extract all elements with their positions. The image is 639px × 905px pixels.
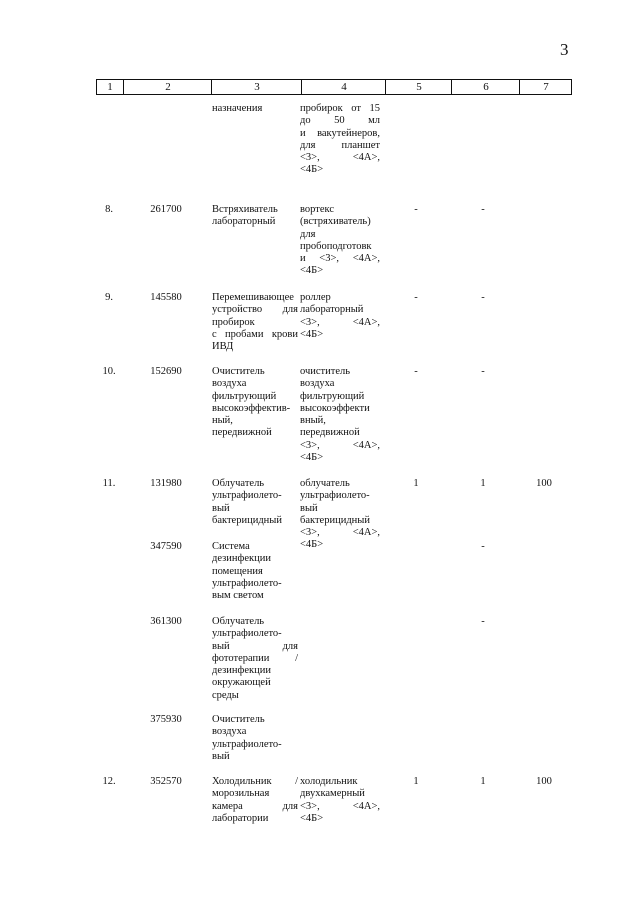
- table-header: [96, 79, 572, 95]
- cell-line: с пробами крови: [212, 328, 298, 340]
- page-number: 3: [560, 40, 569, 59]
- row-11c-code: 361300: [150, 616, 182, 627]
- row-12-col6: 1: [480, 776, 486, 787]
- cell-line: вный,: [300, 415, 326, 427]
- row-12-number: 12.: [102, 776, 116, 787]
- row-8-desc: [300, 204, 380, 278]
- cell-line: бактерицидный: [300, 514, 370, 526]
- cell-line: морозильная: [212, 788, 270, 800]
- cell-line: пробирок: [212, 316, 255, 328]
- cell-line: ультрафиолето-: [212, 577, 282, 589]
- cell-line: ультрафиолето-: [300, 490, 370, 502]
- cell-line: вый: [212, 750, 230, 762]
- cell-line: Облучатель: [212, 478, 265, 489]
- cell-line: вый для: [212, 640, 298, 652]
- cell-line: устройство для: [212, 304, 298, 316]
- cell-line: <3>, <4А>,: [300, 527, 380, 539]
- row-8-code: 261700: [150, 204, 182, 215]
- row-10-desc: [300, 366, 380, 464]
- row-9-col6: -: [481, 292, 485, 303]
- row-12-col5: 1: [413, 776, 419, 787]
- cell-line: окружающей: [212, 677, 271, 689]
- cell-line: высокоэффектив-: [212, 402, 291, 414]
- row-9-desc: [300, 292, 380, 341]
- row-8-col6: -: [481, 204, 485, 215]
- cell-line: дезинфекции: [212, 665, 271, 677]
- cell-line: пробоподготовк: [300, 240, 372, 252]
- cell-line: роллер: [300, 292, 331, 303]
- cell-line: ультрафиолето-: [212, 490, 282, 502]
- cell-line: воздуха: [212, 726, 247, 738]
- row-9-name: [212, 292, 298, 353]
- cell-line: холодильник: [300, 776, 358, 787]
- row-10-name: [212, 366, 298, 440]
- row-11-number: 11.: [102, 478, 116, 489]
- cell-line: помещения: [212, 565, 263, 577]
- cell-line: Встряхиватель: [212, 204, 278, 215]
- cell-line: передвижной: [300, 427, 360, 439]
- cell-line: камера для: [212, 800, 298, 812]
- cell-line: среды: [212, 689, 239, 701]
- cell-line: двухкамерный: [300, 788, 365, 800]
- row-12-desc: [300, 776, 380, 825]
- cell-line: вый: [212, 502, 230, 514]
- cell-line: (встряхиватель): [300, 216, 371, 228]
- row-11d-code: 375930: [150, 714, 182, 725]
- row-10-number: 10.: [102, 366, 116, 377]
- cell-line: <3>, <4А>,: [300, 316, 380, 328]
- cell-line: <4Б>: [300, 452, 324, 464]
- row-10-code: 152690: [150, 366, 182, 377]
- cell-line: Очиститель: [212, 366, 265, 377]
- header-col-4: 4: [301, 80, 386, 94]
- cell-line: <3>, <4А>,: [300, 800, 380, 812]
- cell-line: вым светом: [212, 590, 264, 602]
- row-11-col5: 1: [413, 478, 419, 489]
- cell-line: фототерапии /: [212, 652, 298, 664]
- cell-line: воздуха: [300, 378, 335, 390]
- row-11-col7: 100: [536, 478, 552, 489]
- cell-line: до 50 мл: [300, 115, 380, 127]
- row-9-code: 145580: [150, 292, 182, 303]
- row-8-name: [212, 204, 298, 229]
- row-11d-name: [212, 714, 298, 763]
- cell-line: Перемешивающее: [212, 292, 294, 303]
- header-col-6: 6: [451, 80, 520, 94]
- cell-line: лаборатории: [212, 812, 269, 824]
- cell-line: Холодильник /: [212, 776, 298, 787]
- cell-line: высокоэффекти: [300, 402, 370, 414]
- row-11-name: [212, 478, 298, 527]
- cell-line: лабораторный: [300, 304, 364, 316]
- row-12-code: 352570: [150, 776, 182, 787]
- row-11c-col6: -: [481, 616, 485, 627]
- cell-line: фильтрующий: [212, 390, 277, 402]
- row-12-col7: 100: [536, 776, 552, 787]
- header-col-3: 3: [211, 80, 302, 94]
- header-col-2: 2: [123, 80, 212, 94]
- header-col-1: 1: [107, 81, 113, 93]
- cell-line: <3>, <4А>,: [300, 439, 380, 451]
- cell-line: вортекс: [300, 204, 334, 215]
- row-11c-name: [212, 616, 298, 702]
- cell-line: <4Б>: [300, 265, 324, 277]
- cell-line: <4Б>: [300, 539, 324, 551]
- cell-line: и вакутейнеров,: [300, 127, 380, 139]
- row-cont-name: [212, 103, 298, 115]
- cell-line: для планшет: [300, 139, 380, 151]
- cell-line: передвижной: [212, 427, 272, 439]
- cell-line: дезинфекции: [212, 553, 271, 565]
- cell-line: ный,: [212, 415, 233, 427]
- header-col-5: 5: [385, 80, 452, 94]
- cell-line: <4Б>: [300, 328, 324, 340]
- row-11-code: 131980: [150, 478, 182, 489]
- cell-line: ультрафиолето-: [212, 738, 282, 750]
- cell-line: <4Б>: [300, 812, 324, 824]
- cell-line: вый: [300, 502, 318, 514]
- cell-line: фильтрующий: [300, 390, 365, 402]
- row-cont-desc: [300, 103, 380, 177]
- row-9-number: 9.: [105, 292, 113, 303]
- row-8-number: 8.: [105, 204, 113, 215]
- cell-line: очиститель: [300, 366, 351, 377]
- cell-line: лабораторный: [212, 216, 276, 228]
- cell-line: Облучатель: [212, 616, 265, 627]
- row-11b-code: 347590: [150, 541, 182, 552]
- cell-line: <3>, <4А>,: [300, 152, 380, 164]
- row-12-name: [212, 776, 298, 825]
- cell-line: для: [300, 228, 316, 240]
- cell-line: назначения: [212, 103, 263, 114]
- cell-line: пробирок от 15: [300, 103, 380, 114]
- cell-line: ИВД: [212, 341, 234, 353]
- row-11-desc: [300, 478, 380, 552]
- cell-line: и <3>, <4А>,: [300, 253, 380, 265]
- row-11-col6: 1: [480, 478, 486, 489]
- row-9-col5: -: [414, 292, 418, 303]
- row-10-col6: -: [481, 366, 485, 377]
- row-8-col5: -: [414, 204, 418, 215]
- cell-line: облучатель: [300, 478, 350, 489]
- row-11b-name: [212, 541, 298, 602]
- cell-line: бактерицидный: [212, 514, 282, 526]
- cell-line: ультрафиолето-: [212, 628, 282, 640]
- cell-line: Система: [212, 541, 250, 552]
- cell-line: Очиститель: [212, 714, 265, 725]
- row-11b-col6: -: [481, 541, 485, 552]
- cell-line: воздуха: [212, 378, 247, 390]
- header-col-7: 7: [519, 80, 572, 94]
- cell-line: <4Б>: [300, 164, 324, 176]
- row-10-col5: -: [414, 366, 418, 377]
